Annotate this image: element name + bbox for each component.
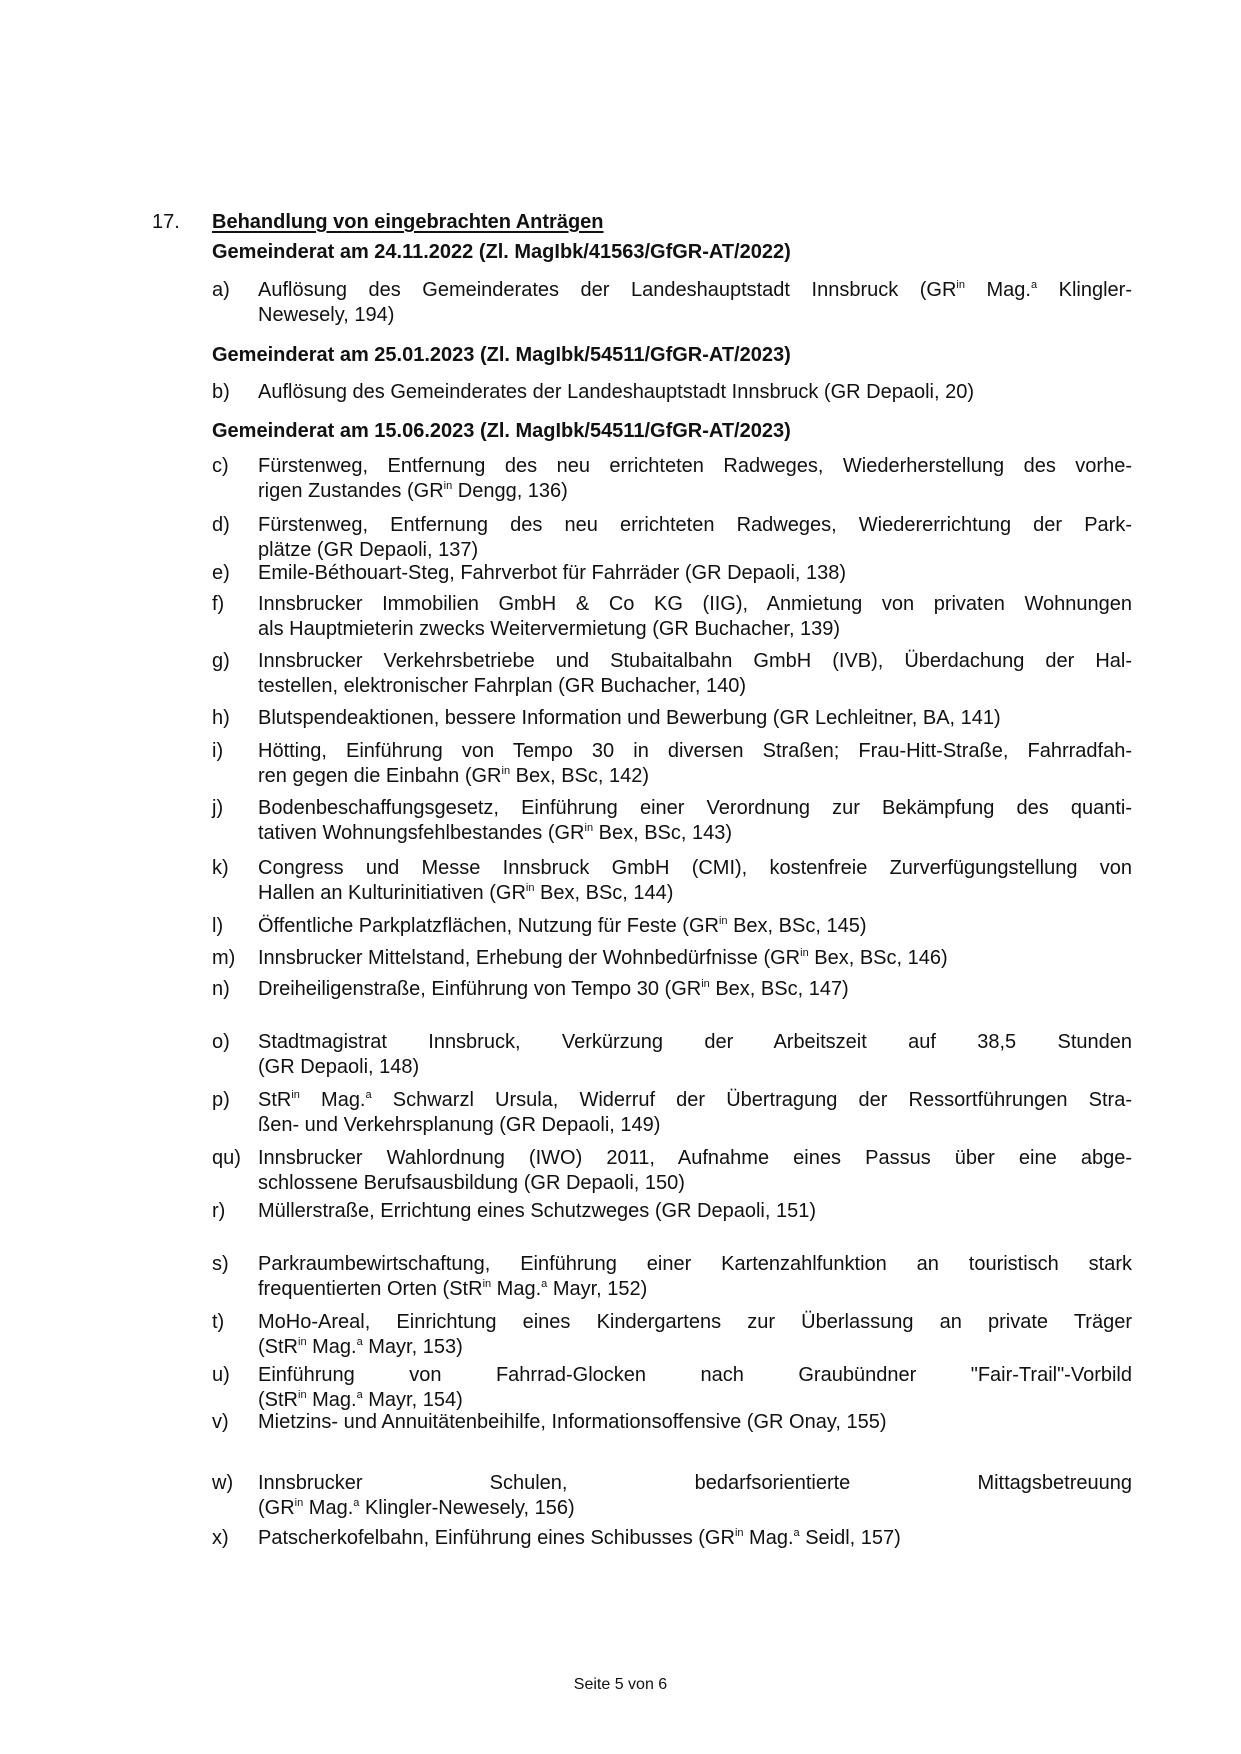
item-letter: x) [212, 1527, 229, 1549]
item-text-line: ($GR^{in}$ Mag.$^a$ Klingler-Newesely, 156) [258, 1497, 575, 1519]
item-letter: r) [212, 1200, 226, 1222]
item-text-line: schlossene Berufsausbildung (GR Depaoli, 150) [258, 1172, 685, 1194]
item-letter: b) [212, 381, 230, 403]
item-text-line: Mietzins- und Annuitätenbeihilfe, Informationsoffensive (GR Onay, 155) [258, 1411, 887, 1433]
item-text [258, 592, 1132, 642]
item-letter: p) [212, 1089, 230, 1111]
item-text-line: Innsbrucker Verkehrsbetriebe und Stubaitalbahn GmbH (IVB), Überdachung der Hal- [258, 650, 1132, 672]
item-text-line: rigen Zustandes ($GR^{in}$ Dengg, 136) [258, 480, 568, 502]
item-text-line: Innsbrucker Mittelstand, Erhebung der Wohnbedürfnisse ($GR^{in}$ Bex, BSc, 146) [258, 947, 948, 969]
item-letter: n) [212, 978, 230, 1000]
item-text-line: Congress und Messe Innsbruck GmbH (CMI), kostenfreie Zurverfügungstellung von [258, 857, 1132, 879]
item-text [258, 1363, 1132, 1413]
item-letter: t) [212, 1311, 225, 1333]
item-text-line: ren gegen die Einbahn ($GR^{in}$ Bex, BSc, 142) [258, 765, 650, 787]
item-text-line: Blutspendeaktionen, bessere Information und Bewerbung (GR Lechleitner, BA, 141) [258, 707, 1001, 729]
item-text-line: MoHo-Areal, Einrichtung eines Kindergartens zur Überlassung an private Träger [258, 1311, 1132, 1333]
item-letter: e) [212, 562, 230, 584]
item-text-line: Auflösung des Gemeinderates der Landeshauptstadt Innsbruck (GR Depaoli, 20) [258, 381, 974, 403]
item-letter: u) [212, 1364, 230, 1386]
item-text [258, 1088, 1132, 1138]
item-text-line: Fürstenweg, Entfernung des neu errichteten Radweges, Wiedererrichtung der Park- [258, 514, 1132, 536]
item-letter: d) [212, 514, 230, 536]
item-letter: m) [212, 947, 236, 969]
item-text [258, 1252, 1132, 1302]
item-letter: l) [212, 915, 224, 937]
item-letter: h) [212, 707, 230, 729]
item-text-line: plätze (GR Depaoli, 137) [258, 539, 479, 561]
item-letter: v) [212, 1411, 229, 1433]
item-text-line: (GR Depaoli, 148) [258, 1056, 420, 1078]
item-text [258, 1526, 1132, 1551]
item-text-line: Hötting, Einführung von Tempo 30 in diversen Straßen; Frau-Hitt-Straße, Fahrradfah- [258, 740, 1132, 762]
item-text-line: Einführung von Fahrrad-Glocken nach Graubündner "Fair-Trail"-Vorbild [258, 1364, 1132, 1386]
item-letter: f) [212, 593, 225, 615]
item-text [258, 856, 1132, 906]
item-text [258, 1310, 1132, 1360]
item-letter: qu) [212, 1147, 241, 1169]
item-text [258, 561, 1132, 586]
item-letter: k) [212, 857, 229, 879]
meeting-heading: Gemeinderat am 15.06.2023 (Zl. MagIbk/54511/GfGR-AT/2023) [212, 420, 791, 442]
item-text [258, 380, 1132, 405]
item-letter: i) [212, 740, 224, 762]
item-text [258, 1199, 1132, 1224]
item-letter: o) [212, 1031, 230, 1053]
item-text-line: Innsbrucker Wahlordnung (IWO) 2011, Aufnahme eines Passus über eine abge- [258, 1147, 1132, 1169]
item-text-line: Dreiheiligenstraße, Einführung von Tempo 30 ($GR^{in}$ Bex, BSc, 147) [258, 978, 849, 1000]
item-text-line: Emile-Béthouart-Steg, Fahrverbot für Fahrräder (GR Depaoli, 138) [258, 562, 847, 584]
item-text [258, 1410, 1132, 1435]
item-text-line: Fürstenweg, Entfernung des neu errichteten Radweges, Wiederherstellung des vorhe- [258, 455, 1132, 477]
item-text-line: Stadtmagistrat Innsbruck, Verkürzung der Arbeitszeit auf 38,5 Stunden [258, 1031, 1132, 1053]
item-text-line: Hallen an Kulturinitiativen ($GR^{in}$ Bex, BSc, 144) [258, 882, 674, 904]
item-text-line: (StR$^{in}$ Mag.$^a$ Mayr, 154) [258, 1389, 463, 1411]
item-letter: w) [212, 1472, 234, 1494]
item-letter: s) [212, 1253, 229, 1275]
item-text-line: Patscherkofelbahn, Einführung eines Schibusses ($GR^{in}$ Mag.$^a$ Seidl, 157) [258, 1527, 901, 1549]
page-footer: Seite 5 von 6 [573, 1676, 668, 1693]
item-text [258, 706, 1132, 731]
item-text-line: Innsbrucker Immobilien GmbH & Co KG (IIG), Anmietung von privaten Wohnungen [258, 593, 1132, 615]
item-text-line: Müllerstraße, Errichtung eines Schutzweges (GR Depaoli, 151) [258, 1200, 817, 1222]
item-text-line: Öffentliche Parkplatzflächen, Nutzung für Feste ($GR^{in}$ Bex, BSc, 145) [258, 915, 867, 937]
meeting-heading: Gemeinderat am 24.11.2022 (Zl. MagIbk/41563/GfGR-AT/2022) [212, 241, 791, 263]
item-letter: c) [212, 455, 229, 477]
item-text-line: (StR$^{in}$ Mag.$^a$ Mayr, 153) [258, 1336, 463, 1358]
item-text [258, 739, 1132, 789]
item-text [258, 454, 1132, 504]
item-text [258, 1030, 1132, 1080]
item-text [258, 1471, 1132, 1521]
item-text-line: Innsbrucker Schulen, bedarfsorientierte Mittagsbetreuung [258, 1472, 1132, 1494]
item-text [258, 796, 1132, 846]
item-text [258, 946, 1132, 971]
item-letter: g) [212, 650, 230, 672]
item-text [258, 649, 1132, 699]
item-letter: j) [212, 797, 224, 819]
item-text-line: StR$^{in}$ Mag.$^a$ Schwarzl Ursula, Widerruf der Übertragung der Ressortführungen Stra- [258, 1089, 1132, 1111]
item-text-line: Bodenbeschaffungsgesetz, Einführung einer Verordnung zur Bekämpfung des quanti- [258, 797, 1132, 819]
item-text [258, 513, 1132, 563]
item-text-line: als Hauptmieterin zwecks Weitervermietung (GR Buchacher, 139) [258, 618, 841, 640]
item-letter: a) [212, 279, 230, 301]
item-text-line: testellen, elektronischer Fahrplan (GR Buchacher, 140) [258, 675, 747, 697]
section-number: 17. [152, 211, 180, 233]
item-text [258, 1146, 1132, 1196]
item-text-line: Auflösung des Gemeinderates der Landeshauptstadt Innsbruck ($GR^{in}$ Mag.$^a$ Klingler- [258, 279, 1132, 301]
item-text-line: ßen- und Verkehrsplanung (GR Depaoli, 149) [258, 1114, 661, 1136]
item-text-line: tativen Wohnungsfehlbestandes ($GR^{in}$ Bex, BSc, 143) [258, 822, 733, 844]
item-text-line: Parkraumbewirtschaftung, Einführung einer Kartenzahlfunktion an touristisch stark [258, 1253, 1132, 1275]
item-text [258, 914, 1132, 939]
item-text [258, 278, 1132, 328]
section-title: Behandlung von eingebrachten Anträgen [212, 211, 604, 233]
meeting-heading: Gemeinderat am 25.01.2023 (Zl. MagIbk/54511/GfGR-AT/2023) [212, 344, 791, 366]
item-text [258, 977, 1132, 1002]
item-text-line: frequentierten Orten (StR$^{in}$ Mag.$^a$ Mayr, 152) [258, 1278, 648, 1300]
item-text-line: Newesely, 194) [258, 304, 395, 326]
